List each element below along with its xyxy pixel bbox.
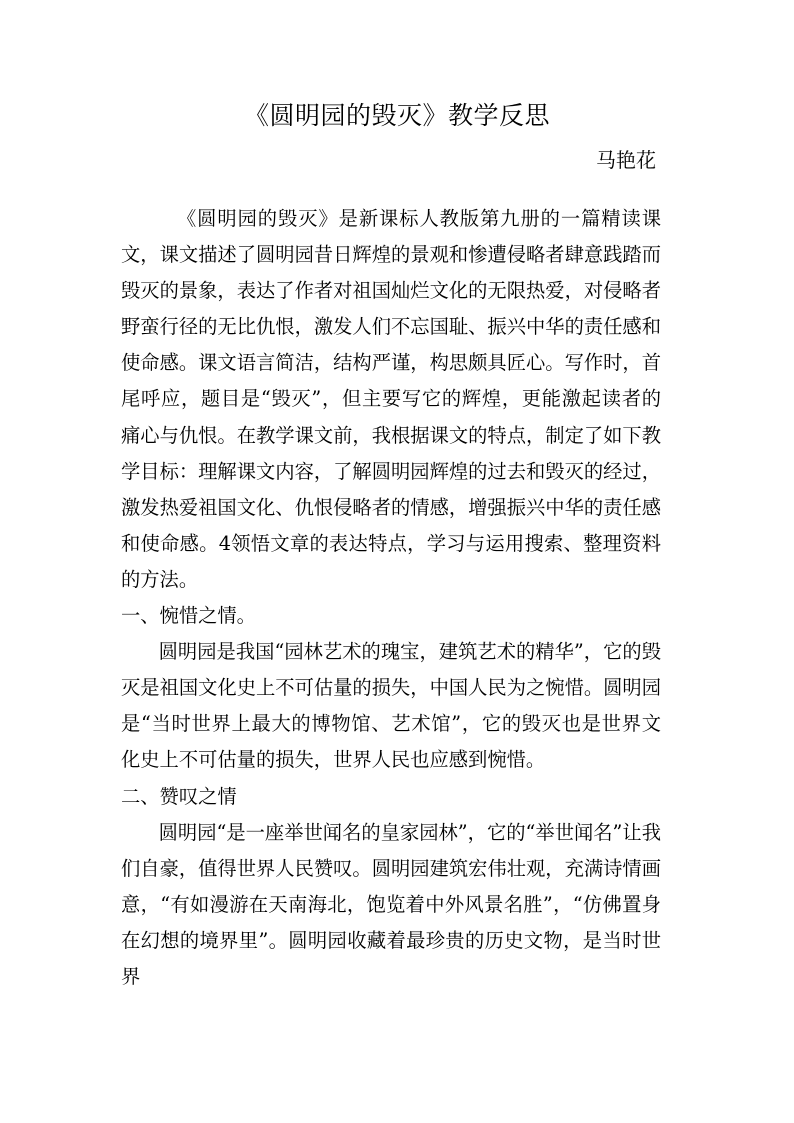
document-body (121, 201, 661, 995)
section-heading-regret: 一、惋惜之情。 (121, 604, 256, 628)
author-name: 马艳花 (596, 148, 656, 172)
paragraph-admiration: 圆明园“是一座举世闻名的皇家园林”，它的“举世闻名”让我们自豪，值得世界人民赞叹。圆明园建筑宏伟壮观，充满诗情画意，“有如漫游在天南海北，饱览着中外风景名胜”，“仿佛置身在幻想的境界里”。圆明园收藏着最珍贵的历史文物，是当时世界 (121, 820, 661, 988)
section-heading-admiration: 二、赞叹之情 (121, 784, 237, 808)
document-title: 《圆明园的毁灭》教学反思 (243, 101, 550, 130)
paragraph-regret: 圆明园是我国“园林艺术的瑰宝，建筑艺术的精华”，它的毁灭是祖国文化史上不可估量的损失，中国人民为之惋惜。圆明园是“当时世界上最大的博物馆、艺术馆”，它的毁灭也是世界文化史上不可估量的损失，世界人民也应感到惋惜。 (121, 640, 661, 772)
intro-paragraph: 《圆明园的毁灭》是新课标人教版第九册的一篇精读课文，课文描述了圆明园昔日辉煌的景观和惨遭侵略者肆意践踏而毁灭的景象，表达了作者对祖国灿烂文化的无限热爱，对侵略者野蛮行径的无比仇恨，激发人们不忘国耻、振兴中华的责任感和使命感。课文语言简洁，结构严谨，构思颇具匠心。写作时，首尾呼应，题目是“毁灭”，但主要写它的辉煌，更能激起读者的痛心与仇恨。在教学课文前，我根据课文的特点，制定了如下教学目标：理解课文内容，了解圆明园辉煌的过去和毁灭的经过，激发热爱祖国文化、仇恨侵略者的情感，增强振兴中华的责任感和使命感。4领悟文章的表达特点，学习与运用搜索、整理资料的方法。 (121, 207, 661, 591)
